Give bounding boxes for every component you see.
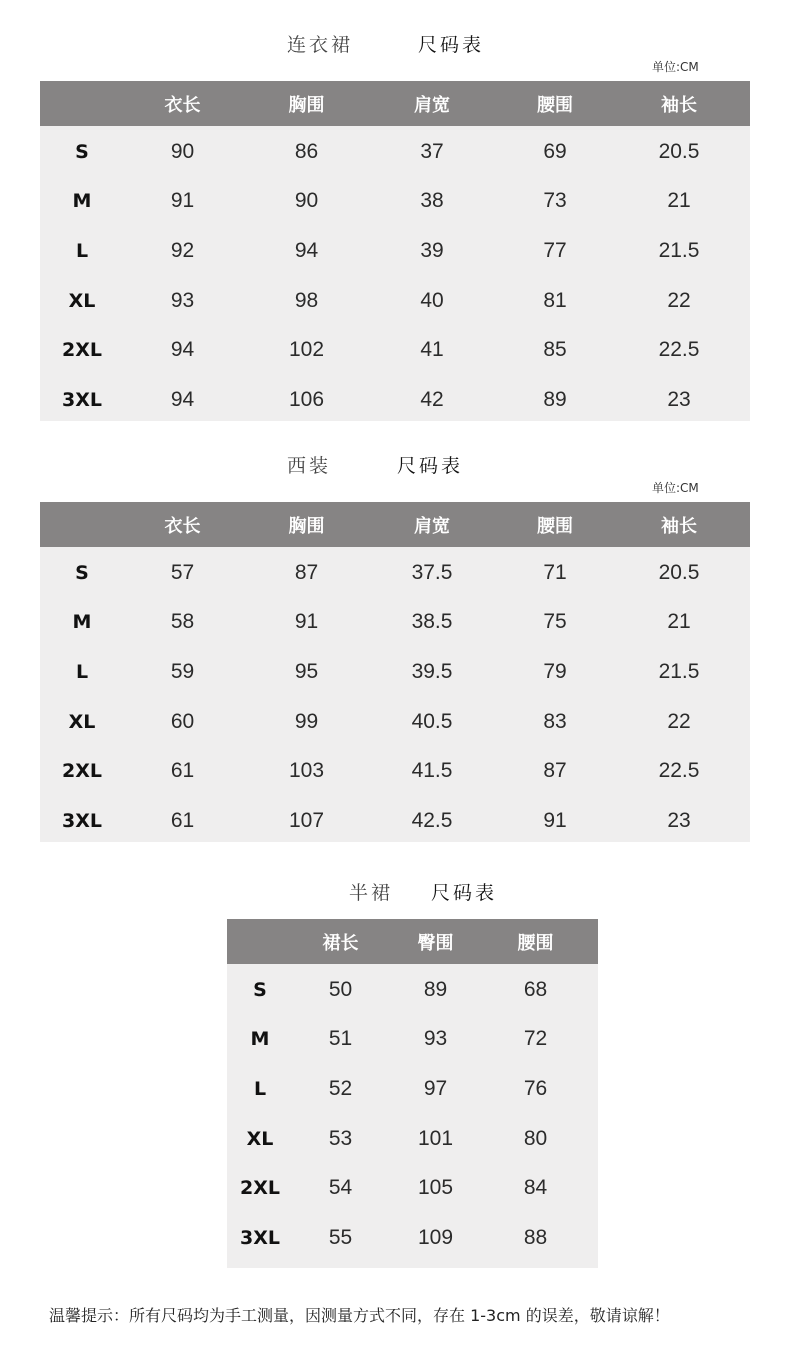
header-blank bbox=[40, 502, 124, 547]
waist-cell: 84 bbox=[523, 1176, 548, 1200]
length-cell: 58 bbox=[170, 610, 195, 634]
length-cell: 94 bbox=[170, 387, 195, 411]
shoulder-cell: 40.5 bbox=[411, 709, 453, 733]
header-length: 衣长 bbox=[164, 515, 201, 537]
size-label: L bbox=[75, 239, 89, 262]
size-label: 3XL bbox=[62, 388, 102, 411]
length-cell: 91 bbox=[170, 189, 195, 213]
table-row bbox=[40, 746, 750, 796]
size-label: S bbox=[253, 978, 267, 1001]
table-row bbox=[40, 548, 750, 598]
waist-cell: 81 bbox=[543, 288, 567, 312]
header-bust: 胸围 bbox=[288, 94, 325, 116]
shoulder-cell: 41 bbox=[420, 338, 444, 362]
header-blank bbox=[40, 81, 124, 126]
size-label: S bbox=[75, 561, 89, 584]
hip-cell: 101 bbox=[417, 1126, 454, 1150]
skirt-length-cell: 50 bbox=[328, 977, 353, 1001]
sleeve-cell: 21 bbox=[667, 610, 691, 634]
dress-name: 连衣裙 bbox=[287, 34, 354, 56]
shoulder-cell: 39.5 bbox=[411, 659, 453, 683]
hip-cell: 105 bbox=[417, 1176, 454, 1200]
table-row bbox=[227, 1163, 598, 1213]
table-row bbox=[227, 1015, 598, 1065]
shoulder-cell: 38.5 bbox=[411, 610, 453, 634]
waist-cell: 88 bbox=[523, 1225, 548, 1249]
size-label: L bbox=[75, 660, 89, 683]
suit-chart-title: 尺码表 bbox=[397, 455, 464, 477]
skirt-length-cell: 51 bbox=[328, 1027, 353, 1051]
hip-cell: 89 bbox=[423, 977, 448, 1001]
shoulder-cell: 41.5 bbox=[411, 759, 453, 783]
shoulder-cell: 39 bbox=[420, 238, 444, 262]
length-cell: 94 bbox=[170, 338, 195, 362]
sleeve-cell: 22.5 bbox=[658, 338, 700, 362]
header-shoulder: 肩宽 bbox=[414, 515, 450, 537]
size-label: 2XL bbox=[62, 339, 102, 362]
dress-size-table bbox=[40, 81, 750, 421]
dress-unit: 单位:CM bbox=[652, 60, 699, 74]
size-label: M bbox=[250, 1028, 270, 1051]
header-waist: 腰围 bbox=[517, 932, 554, 954]
table-row bbox=[40, 647, 750, 697]
waist-cell: 89 bbox=[543, 387, 567, 411]
shoulder-cell: 38 bbox=[420, 189, 444, 213]
table-row bbox=[40, 796, 750, 846]
shoulder-cell: 40 bbox=[420, 288, 444, 312]
waist-cell: 77 bbox=[543, 238, 567, 262]
dress-table-body bbox=[40, 126, 750, 425]
suit-table-header bbox=[40, 502, 750, 547]
shoulder-cell: 37.5 bbox=[411, 560, 453, 584]
waist-cell: 72 bbox=[523, 1027, 548, 1051]
length-cell: 59 bbox=[170, 659, 195, 683]
length-cell: 61 bbox=[170, 759, 195, 783]
waist-cell: 69 bbox=[543, 139, 567, 163]
header-waist: 腰围 bbox=[537, 515, 573, 537]
size-label: L bbox=[253, 1077, 267, 1100]
measurement-note: 温馨提示：所有尺码均为手工测量，因测量方式不同，存在 1-3cm 的误差，敬请谅解！ bbox=[49, 1306, 670, 1325]
size-label: XL bbox=[68, 289, 96, 312]
sleeve-cell: 21 bbox=[667, 189, 691, 213]
sleeve-cell: 22 bbox=[667, 709, 691, 733]
size-label: M bbox=[72, 611, 92, 634]
waist-cell: 71 bbox=[543, 560, 567, 584]
waist-cell: 68 bbox=[523, 977, 548, 1001]
bust-cell: 106 bbox=[288, 387, 325, 411]
header-bust: 胸围 bbox=[288, 515, 325, 537]
sleeve-cell: 23 bbox=[667, 808, 691, 832]
waist-cell: 87 bbox=[543, 759, 567, 783]
waist-cell: 83 bbox=[543, 709, 567, 733]
hip-cell: 109 bbox=[417, 1225, 454, 1249]
header-sleeve: 袖长 bbox=[661, 515, 697, 537]
table-row bbox=[227, 1213, 598, 1263]
sleeve-cell: 20.5 bbox=[658, 139, 700, 163]
bust-cell: 98 bbox=[294, 288, 319, 312]
length-cell: 93 bbox=[170, 288, 195, 312]
table-row bbox=[40, 598, 750, 648]
skirt-length-cell: 54 bbox=[328, 1176, 353, 1200]
size-label: 3XL bbox=[240, 1226, 280, 1249]
shoulder-cell: 42 bbox=[420, 387, 444, 411]
table-row bbox=[40, 127, 750, 177]
size-label: 2XL bbox=[62, 760, 102, 783]
header-sleeve: 袖长 bbox=[661, 94, 697, 116]
length-cell: 61 bbox=[170, 808, 195, 832]
waist-cell: 80 bbox=[523, 1126, 548, 1150]
bust-cell: 90 bbox=[294, 189, 319, 213]
length-cell: 57 bbox=[170, 560, 195, 584]
waist-cell: 76 bbox=[523, 1076, 548, 1100]
dress-chart-title: 尺码表 bbox=[418, 34, 485, 56]
header-blank bbox=[227, 919, 293, 964]
header-skirt-length: 裙长 bbox=[322, 932, 359, 954]
table-row bbox=[227, 1114, 598, 1164]
sleeve-cell: 22 bbox=[667, 288, 691, 312]
size-label: 3XL bbox=[62, 809, 102, 832]
header-shoulder: 肩宽 bbox=[414, 94, 450, 116]
bust-cell: 99 bbox=[294, 709, 319, 733]
skirt-table-header bbox=[227, 919, 598, 964]
length-cell: 90 bbox=[170, 139, 195, 163]
length-cell: 92 bbox=[170, 238, 195, 262]
size-label: XL bbox=[68, 710, 96, 733]
table-row bbox=[40, 697, 750, 747]
waist-cell: 79 bbox=[543, 659, 567, 683]
skirt-title bbox=[0, 878, 790, 908]
size-label: XL bbox=[246, 1127, 274, 1150]
table-row bbox=[40, 226, 750, 276]
size-label: S bbox=[75, 140, 89, 163]
skirt-name: 半裙 bbox=[349, 882, 394, 904]
bust-cell: 107 bbox=[288, 808, 325, 832]
table-row bbox=[227, 965, 598, 1015]
sleeve-cell: 20.5 bbox=[658, 560, 700, 584]
bust-cell: 103 bbox=[288, 759, 325, 783]
table-row bbox=[40, 325, 750, 375]
skirt-size-table bbox=[227, 919, 598, 1268]
bust-cell: 86 bbox=[294, 139, 319, 163]
size-label: M bbox=[72, 190, 92, 213]
table-row bbox=[40, 177, 750, 227]
header-hip: 臀围 bbox=[417, 932, 454, 954]
suit-unit: 单位:CM bbox=[652, 481, 699, 495]
suit-table-body bbox=[40, 547, 750, 846]
header-waist: 腰围 bbox=[537, 94, 573, 116]
header-length: 衣长 bbox=[164, 94, 201, 116]
shoulder-cell: 42.5 bbox=[411, 808, 453, 832]
table-row bbox=[40, 375, 750, 425]
hip-cell: 93 bbox=[423, 1027, 448, 1051]
size-label: 2XL bbox=[240, 1177, 280, 1200]
bust-cell: 91 bbox=[294, 610, 319, 634]
sleeve-cell: 21.5 bbox=[658, 238, 700, 262]
suit-name: 西装 bbox=[287, 455, 332, 477]
bust-cell: 102 bbox=[288, 338, 325, 362]
skirt-chart-title: 尺码表 bbox=[431, 882, 498, 904]
table-row bbox=[40, 276, 750, 326]
dress-table-header bbox=[40, 81, 750, 126]
waist-cell: 85 bbox=[543, 338, 567, 362]
bust-cell: 94 bbox=[294, 238, 319, 262]
waist-cell: 91 bbox=[543, 808, 567, 832]
dress-title bbox=[0, 30, 790, 60]
bust-cell: 87 bbox=[294, 560, 319, 584]
waist-cell: 75 bbox=[543, 610, 567, 634]
suit-title bbox=[0, 451, 790, 481]
suit-size-table bbox=[40, 502, 750, 842]
skirt-length-cell: 55 bbox=[328, 1225, 353, 1249]
skirt-length-cell: 53 bbox=[328, 1126, 353, 1150]
shoulder-cell: 37 bbox=[420, 139, 444, 163]
bust-cell: 95 bbox=[294, 659, 319, 683]
hip-cell: 97 bbox=[423, 1076, 448, 1100]
sleeve-cell: 21.5 bbox=[658, 659, 700, 683]
sleeve-cell: 22.5 bbox=[658, 759, 700, 783]
length-cell: 60 bbox=[170, 709, 195, 733]
skirt-length-cell: 52 bbox=[328, 1076, 353, 1100]
waist-cell: 73 bbox=[543, 189, 567, 213]
skirt-table-body bbox=[227, 964, 598, 1263]
sleeve-cell: 23 bbox=[667, 387, 691, 411]
table-row bbox=[227, 1064, 598, 1114]
